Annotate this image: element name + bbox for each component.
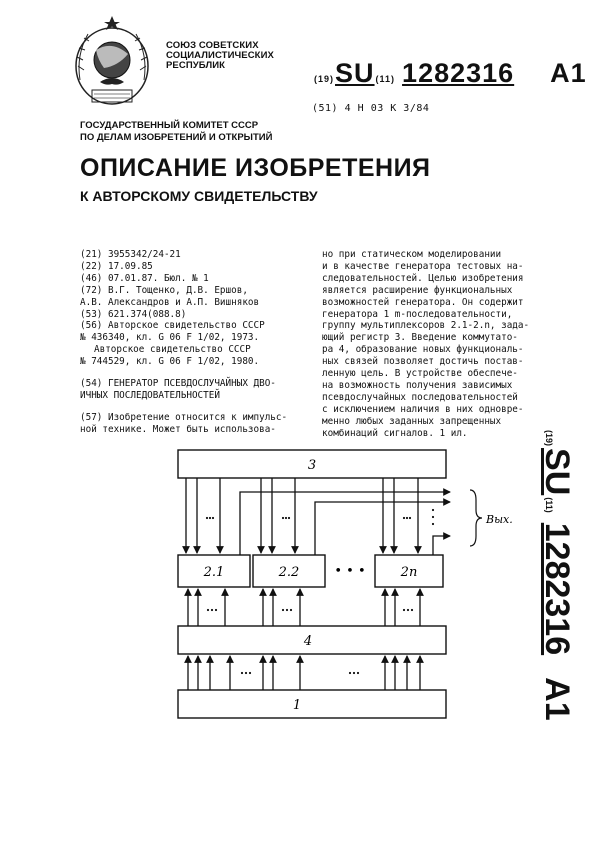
biblio-line: № 436340, кл. G 06 F 1/02, 1973. <box>80 332 260 344</box>
mux-1-label: 2.1 <box>203 565 225 580</box>
page-title: ОПИСАНИЕ ИЗОБРЕТЕНИЯ <box>80 154 431 182</box>
abstract-line: ющий регистр 3. Введение коммутато- <box>322 332 518 344</box>
biblio-line: (21) 3955342/24-21 <box>80 249 181 260</box>
ipc-code: (51) 4 <box>312 103 352 114</box>
doc-kind: A1 <box>550 58 587 88</box>
committee <box>80 120 272 144</box>
country-name <box>166 41 274 71</box>
abstract-line: ленную цель. В устройстве обеспече- <box>322 368 518 380</box>
abstract-line: но при статическом моделировании <box>322 249 502 260</box>
patent-number: 1282316 <box>402 58 515 88</box>
abstract-line: группу мультиплексоров 2.1-2.n, зада- <box>322 320 530 332</box>
invention-title-line: ИЧНЫХ ПОСЛЕДОВАТЕЛЬНОСТЕЙ <box>80 389 220 401</box>
abstract-line: с исключением наличия в них одновре- <box>322 403 524 415</box>
biblio-line: Авторское свидетельство СССР <box>94 344 251 356</box>
country-code: SU <box>335 58 375 88</box>
abstract-line: менно любых заданных запрещенных <box>322 415 502 427</box>
biblio-line: (72) В.Г. Тощенко, Д.В. Ершов, <box>80 284 248 296</box>
patent-number-header <box>313 58 587 89</box>
output-label: Вых. <box>486 513 513 526</box>
abstract-continuation <box>322 249 546 440</box>
generator-block <box>178 690 446 718</box>
switch-label: 4 <box>303 634 313 649</box>
register-label: 3 <box>307 458 317 473</box>
committee-line: ПО ДЕЛАМ ИЗОБРЕТЕНИЙ И ОТКРЫТИЙ <box>80 132 273 143</box>
code-11: (11) <box>375 74 396 84</box>
block-diagram <box>150 440 520 720</box>
abstract-line: псевдослучайных последовательностей <box>322 391 518 403</box>
country-code: SU <box>538 448 576 496</box>
doc-kind: A1 <box>538 677 576 721</box>
abstract-line: ра 4, образование новых функциональ- <box>322 344 524 356</box>
code-11: (11) <box>544 497 554 513</box>
country-line: СОЮЗ СОВЕТСКИХ <box>166 40 259 51</box>
abstract-line: является расширение функциональных <box>322 284 513 296</box>
mux-n-label: 2n <box>400 565 418 580</box>
abstract-line: (57) Изобретение относится к импульс- <box>80 411 288 423</box>
abstract-line: на возможность получения зависимых <box>322 379 513 391</box>
page-subtitle: К АВТОРСКОМУ СВИДЕТЕЛЬСТВУ <box>80 188 318 204</box>
code-19: (19) <box>314 74 335 84</box>
ussr-emblem <box>70 10 154 112</box>
mux-ellipsis: • • • <box>334 564 366 579</box>
abstract-line: комбинаций сигналов. 1 ил. <box>322 427 468 439</box>
invention-title-line: (54) ГЕНЕРАТОР ПСЕВДОСЛУЧАЙНЫХ ДВО- <box>80 378 276 390</box>
biblio-line: (56) Авторское свидетельство СССР <box>80 320 265 332</box>
abstract-line: возможностей генератора. Он содержит <box>322 296 524 308</box>
mux-2-label: 2.2 <box>278 565 300 580</box>
abstract-line: генератора 1 m-последовательности, <box>322 308 513 320</box>
abstract-line: и в качестве генератора тестовых на- <box>322 260 524 272</box>
code-19: (19) <box>544 430 554 447</box>
patent-number: 1282316 <box>538 522 576 656</box>
generator-label: 1 <box>292 698 302 713</box>
country-line: СОЦИАЛИСТИЧЕСКИХ <box>166 50 274 61</box>
abstract-line: следовательностей. Целью изобретения <box>322 272 524 284</box>
biblio-line: А.В. Александров и А.П. Вишняков <box>80 296 260 308</box>
biblio-line: (53) 621.374(088.8) <box>80 308 187 320</box>
biblio-line: (46) 07.01.87. Бюл. № 1 <box>80 272 209 284</box>
ipc-value: H 03 K 3/84 <box>357 103 430 114</box>
ipc-classification <box>312 103 429 114</box>
biblio-line: № 744529, кл. G 06 F 1/02, 1980. <box>80 356 260 368</box>
bibliographic-data <box>80 249 312 436</box>
country-line: РЕСПУБЛИК <box>166 60 226 71</box>
committee-line: ГОСУДАРСТВЕННЫЙ КОМИТЕТ СССР <box>80 120 259 131</box>
biblio-line: (22) 17.09.85 <box>80 260 153 272</box>
side-patent-number <box>538 428 580 721</box>
abstract-line: ных связей позволяет достичь постав- <box>322 356 524 368</box>
abstract-line: ной технике. Может быть использова- <box>80 423 276 435</box>
